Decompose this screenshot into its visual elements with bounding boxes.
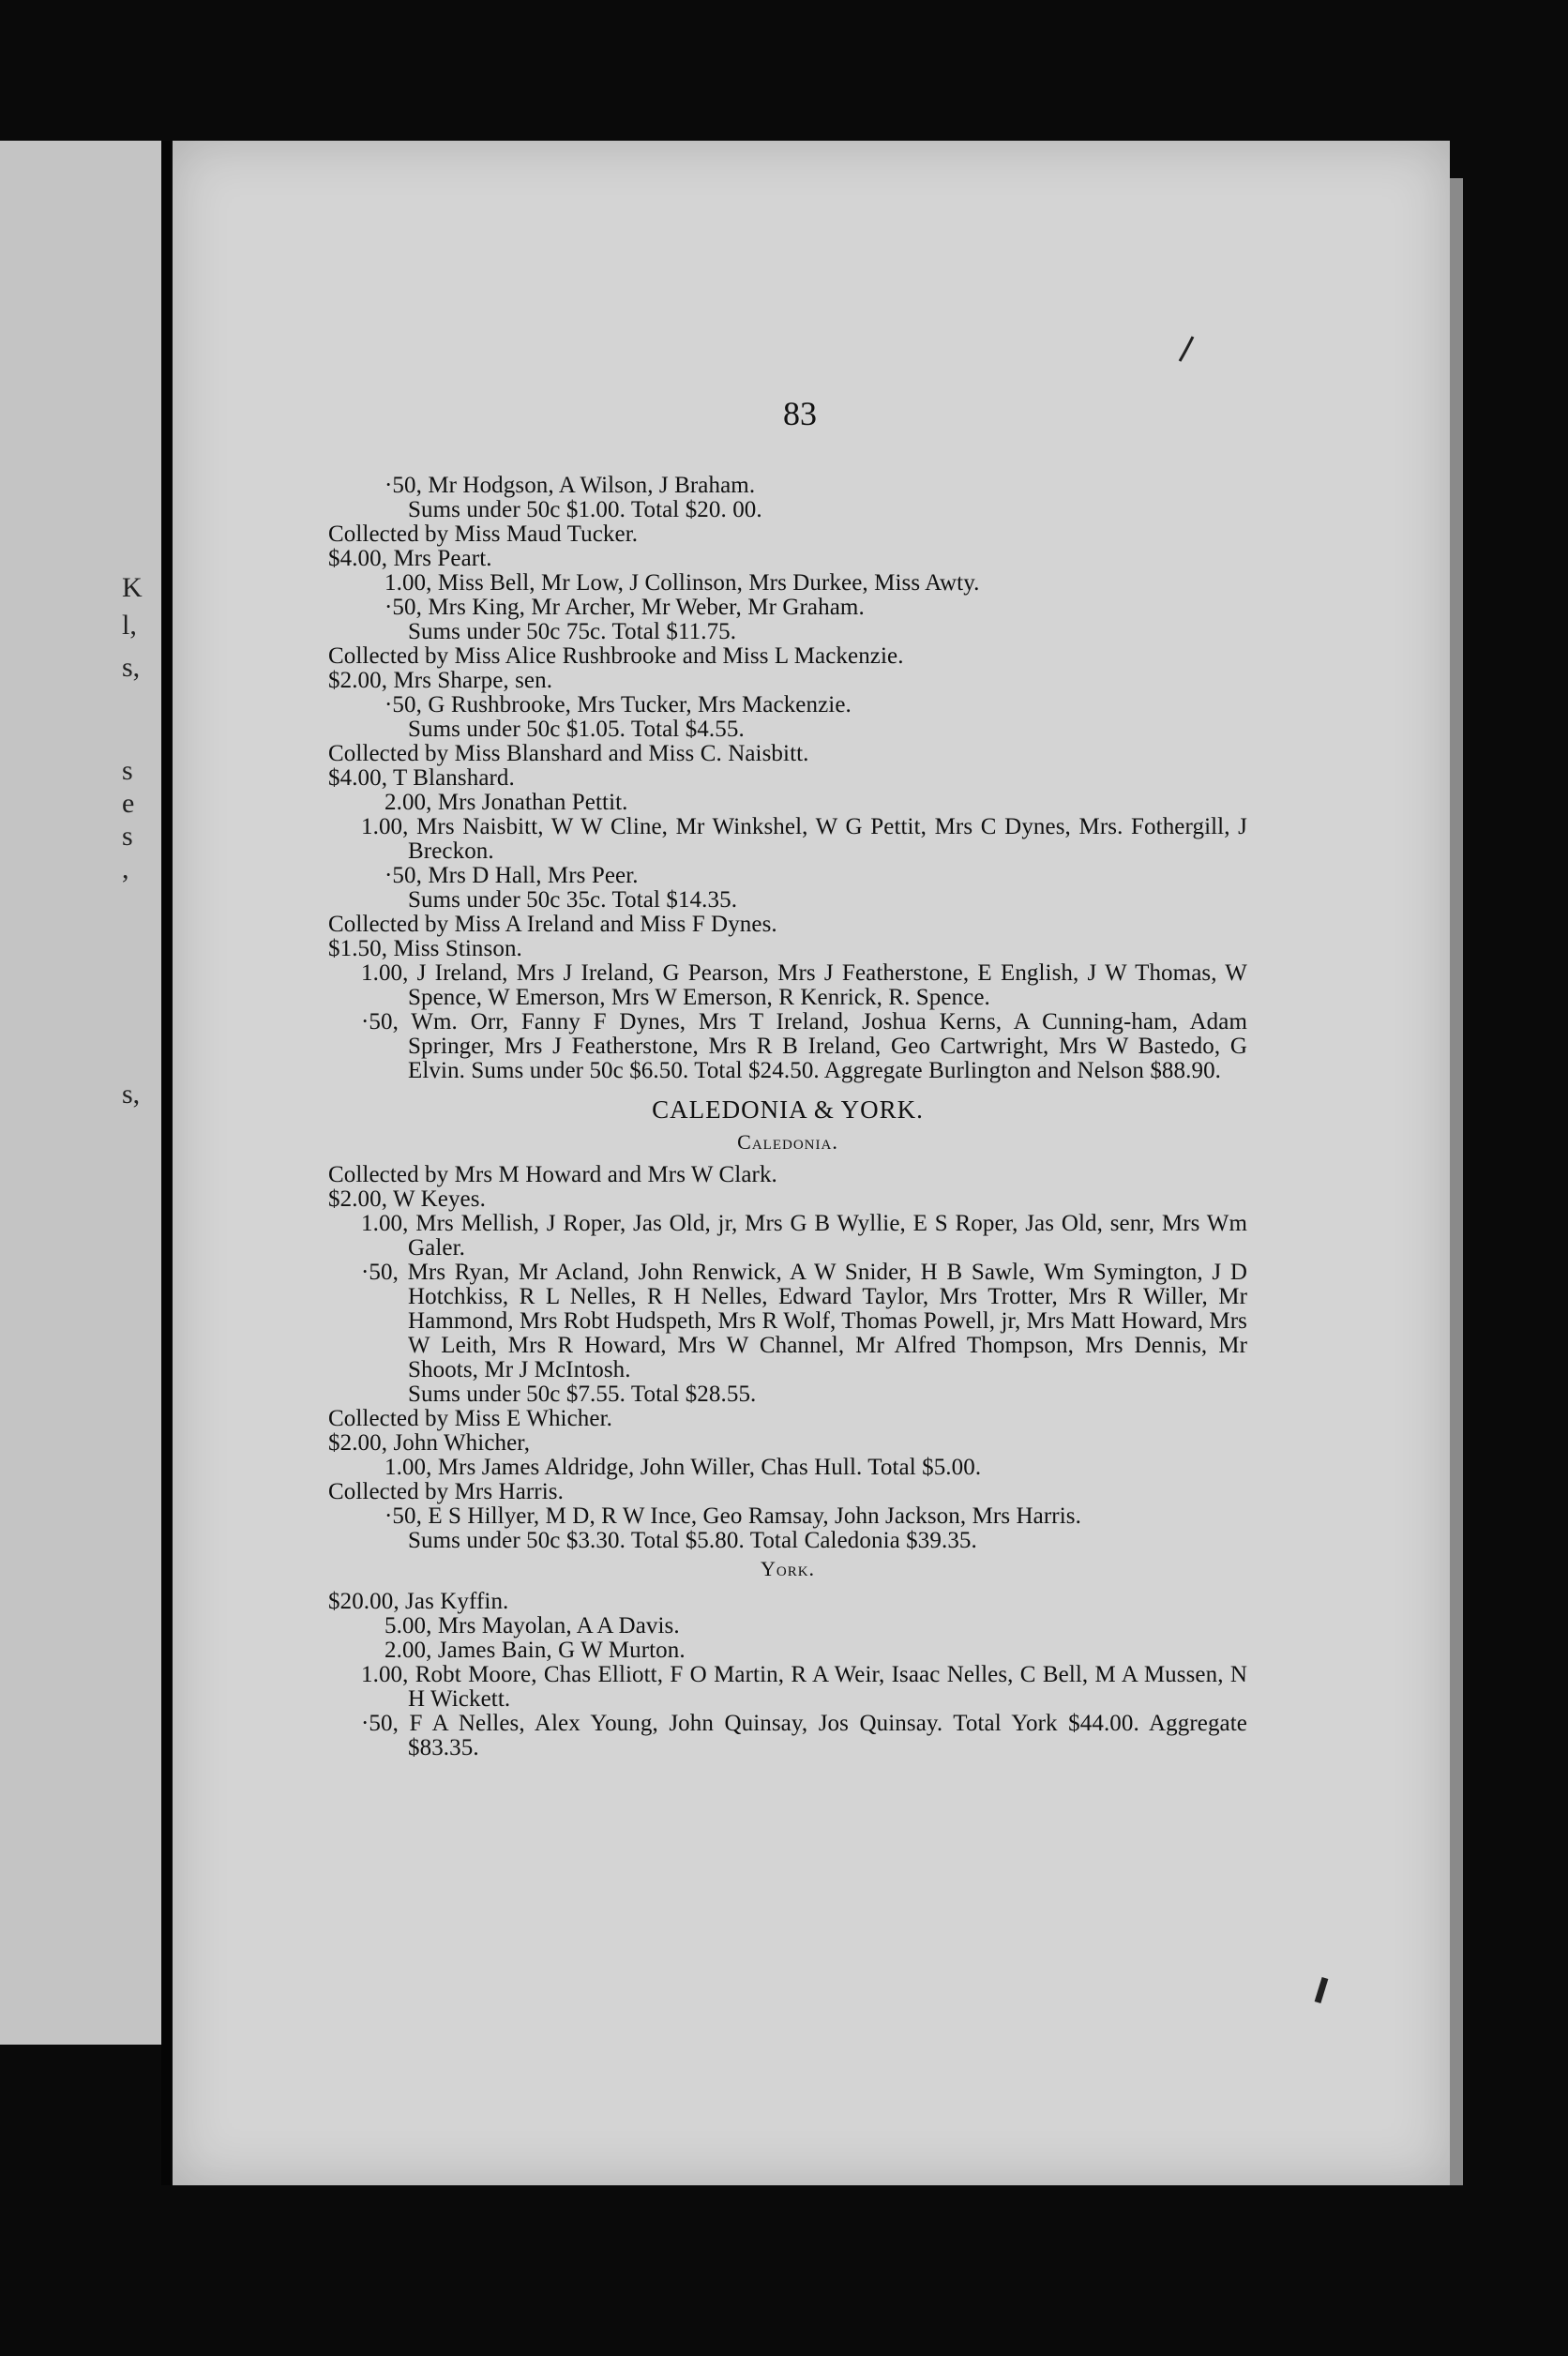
text-line: $2.00, W Keyes. [328,1186,486,1212]
text-line: 5.00, Mrs Mayolan, A A Davis. [384,1612,680,1639]
text-line: Collected by Mrs M Howard and Mrs W Clark. [328,1161,777,1187]
ink-smudge [1308,1974,1336,2012]
text-line: ·50, G Rushbrooke, Mrs Tucker, Mrs Mackenzie. [384,692,852,717]
text-line: Collected by Miss Blanshard and Miss C. Naisbitt. [328,741,809,766]
text-line: 1.00, Mrs Mellish, J Roper, Jas Old, jr, Mrs G B Wyllie, E S Roper, Jas Old, senr, Mrs Wm Galer. [361,1210,1247,1261]
margin-char: s [122,755,133,786]
page-number: 83 [783,395,817,432]
text-line: $1.50, Miss Stinson. [328,936,522,961]
text-line: Sums under 50c $1.05. Total $4.55. [408,717,745,742]
text-line: ·50, F A Nelles, Alex Young, John Quinsay, Jos Quinsay. Total York $44.00. Aggregate $83.35. [361,1710,1247,1760]
text-line: ·50, E S Hillyer, M D, R W Ince, Geo Ramsay, John Jackson, Mrs Harris. [384,1503,1081,1529]
margin-char: s, [122,652,141,683]
margin-char: , [122,853,129,884]
text-line: Collected by Miss A Ireland and Miss F Dynes. [328,912,777,937]
text-line: $20.00, Jas Kyffin. [328,1588,509,1614]
section-heading: CALEDONIA & YORK. [652,1095,924,1124]
text-line: Sums under 50c 75c. Total $11.75. [408,619,737,644]
text-line: $4.00, Mrs Peart. [328,546,492,571]
margin-char: s [122,821,133,852]
text-line: ·50, Wm. Orr, Fanny F Dynes, Mrs T Ireland, Joshua Kerns, A Cunning-ham, Adam Springer, Mrs J Featherstone, Mrs R B Ireland, Geo Cartwright, Mrs W Bastedo, G Elvin. Sums under 50c $6.50. Total $24.50. Aggregate Burlington and Nelson $88.90. [361,1009,1247,1083]
text-line: ·50, Mr Hodgson, A Wilson, J Braham. [384,473,756,498]
text-line: ·50, Mrs King, Mr Archer, Mr Weber, Mr Graham. [384,595,865,620]
text-line: Sums under 50c 35c. Total $14.35. [408,887,738,913]
text-line: $2.00, Mrs Sharpe, sen. [328,668,553,693]
margin-char: l, [122,610,137,641]
text-line: Sums under 50c $7.55. Total $28.55. [408,1381,757,1407]
subsection-heading: York. [760,1556,816,1580]
text-line: 2.00, James Bain, G W Murton. [384,1637,686,1663]
donation-list [328,474,1247,1760]
text-line: 1.00, Mrs James Aldridge, John Willer, Chas Hull. Total $5.00. [384,1454,982,1480]
text-line: 1.00, Miss Bell, Mr Low, J Collinson, Mrs Durkee, Miss Awty. [384,570,980,596]
text-line: Collected by Miss Alice Rushbrooke and Miss L Mackenzie. [328,643,904,669]
text-line: Sums under 50c $3.30. Total $5.80. Total Caledonia $39.35. [408,1527,977,1553]
text-line: 1.00, Robt Moore, Chas Elliott, F O Martin, R A Weir, Isaac Nelles, C Bell, M A Mussen, N H Wickett. [361,1661,1247,1712]
text-line: ·50, Mrs D Hall, Mrs Peer. [384,863,639,888]
text-line: Collected by Mrs Harris. [328,1478,564,1504]
text-line: Collected by Miss E Whicher. [328,1405,612,1431]
text-line: $4.00, T Blanshard. [328,765,515,791]
text-line: ·50, Mrs Ryan, Mr Acland, John Renwick, A W Snider, H B Sawle, Wm Symington, J D Hotchkiss, R L Nelles, R H Nelles, Edward Taylor, Mrs Trotter, Mrs R Willer, Mr Hammond, Mrs Robt Hudspeth, Mrs R Wolf, Thomas Powell, jr, Mrs Matt Howard, Mrs W Leith, Mrs R Howard, Mrs W Channel, Mr Alfred Thompson, Mrs Dennis, Mr Shoots, Mr J McIntosh. [361,1259,1247,1382]
text-line: 2.00, Mrs Jonathan Pettit. [384,790,628,815]
page-edge [1450,178,1463,2185]
left-page-edge [0,141,161,2045]
text-line: Collected by Miss Maud Tucker. [328,521,639,547]
subsection-heading: Caledonia. [737,1130,838,1155]
text-line: Sums under 50c $1.00. Total $20. 00. [408,497,762,522]
text-line: $2.00, John Whicher, [328,1429,531,1456]
margin-char: K [122,572,143,603]
margin-char: e [122,788,135,819]
book-spine [161,141,171,2185]
margin-char: s, [122,1079,141,1110]
pencil-mark [1172,333,1200,370]
text-line: 1.00, Mrs Naisbitt, W W Cline, Mr Winkshel, W G Pettit, Mrs C Dynes, Mrs. Fothergill, J Breckon. [361,814,1247,864]
text-line: 1.00, J Ireland, Mrs J Ireland, G Pearson, Mrs J Featherstone, E English, J W Thomas, W Spence, W Emerson, Mrs W Emerson, R Kenrick, R. Spence. [361,960,1247,1010]
